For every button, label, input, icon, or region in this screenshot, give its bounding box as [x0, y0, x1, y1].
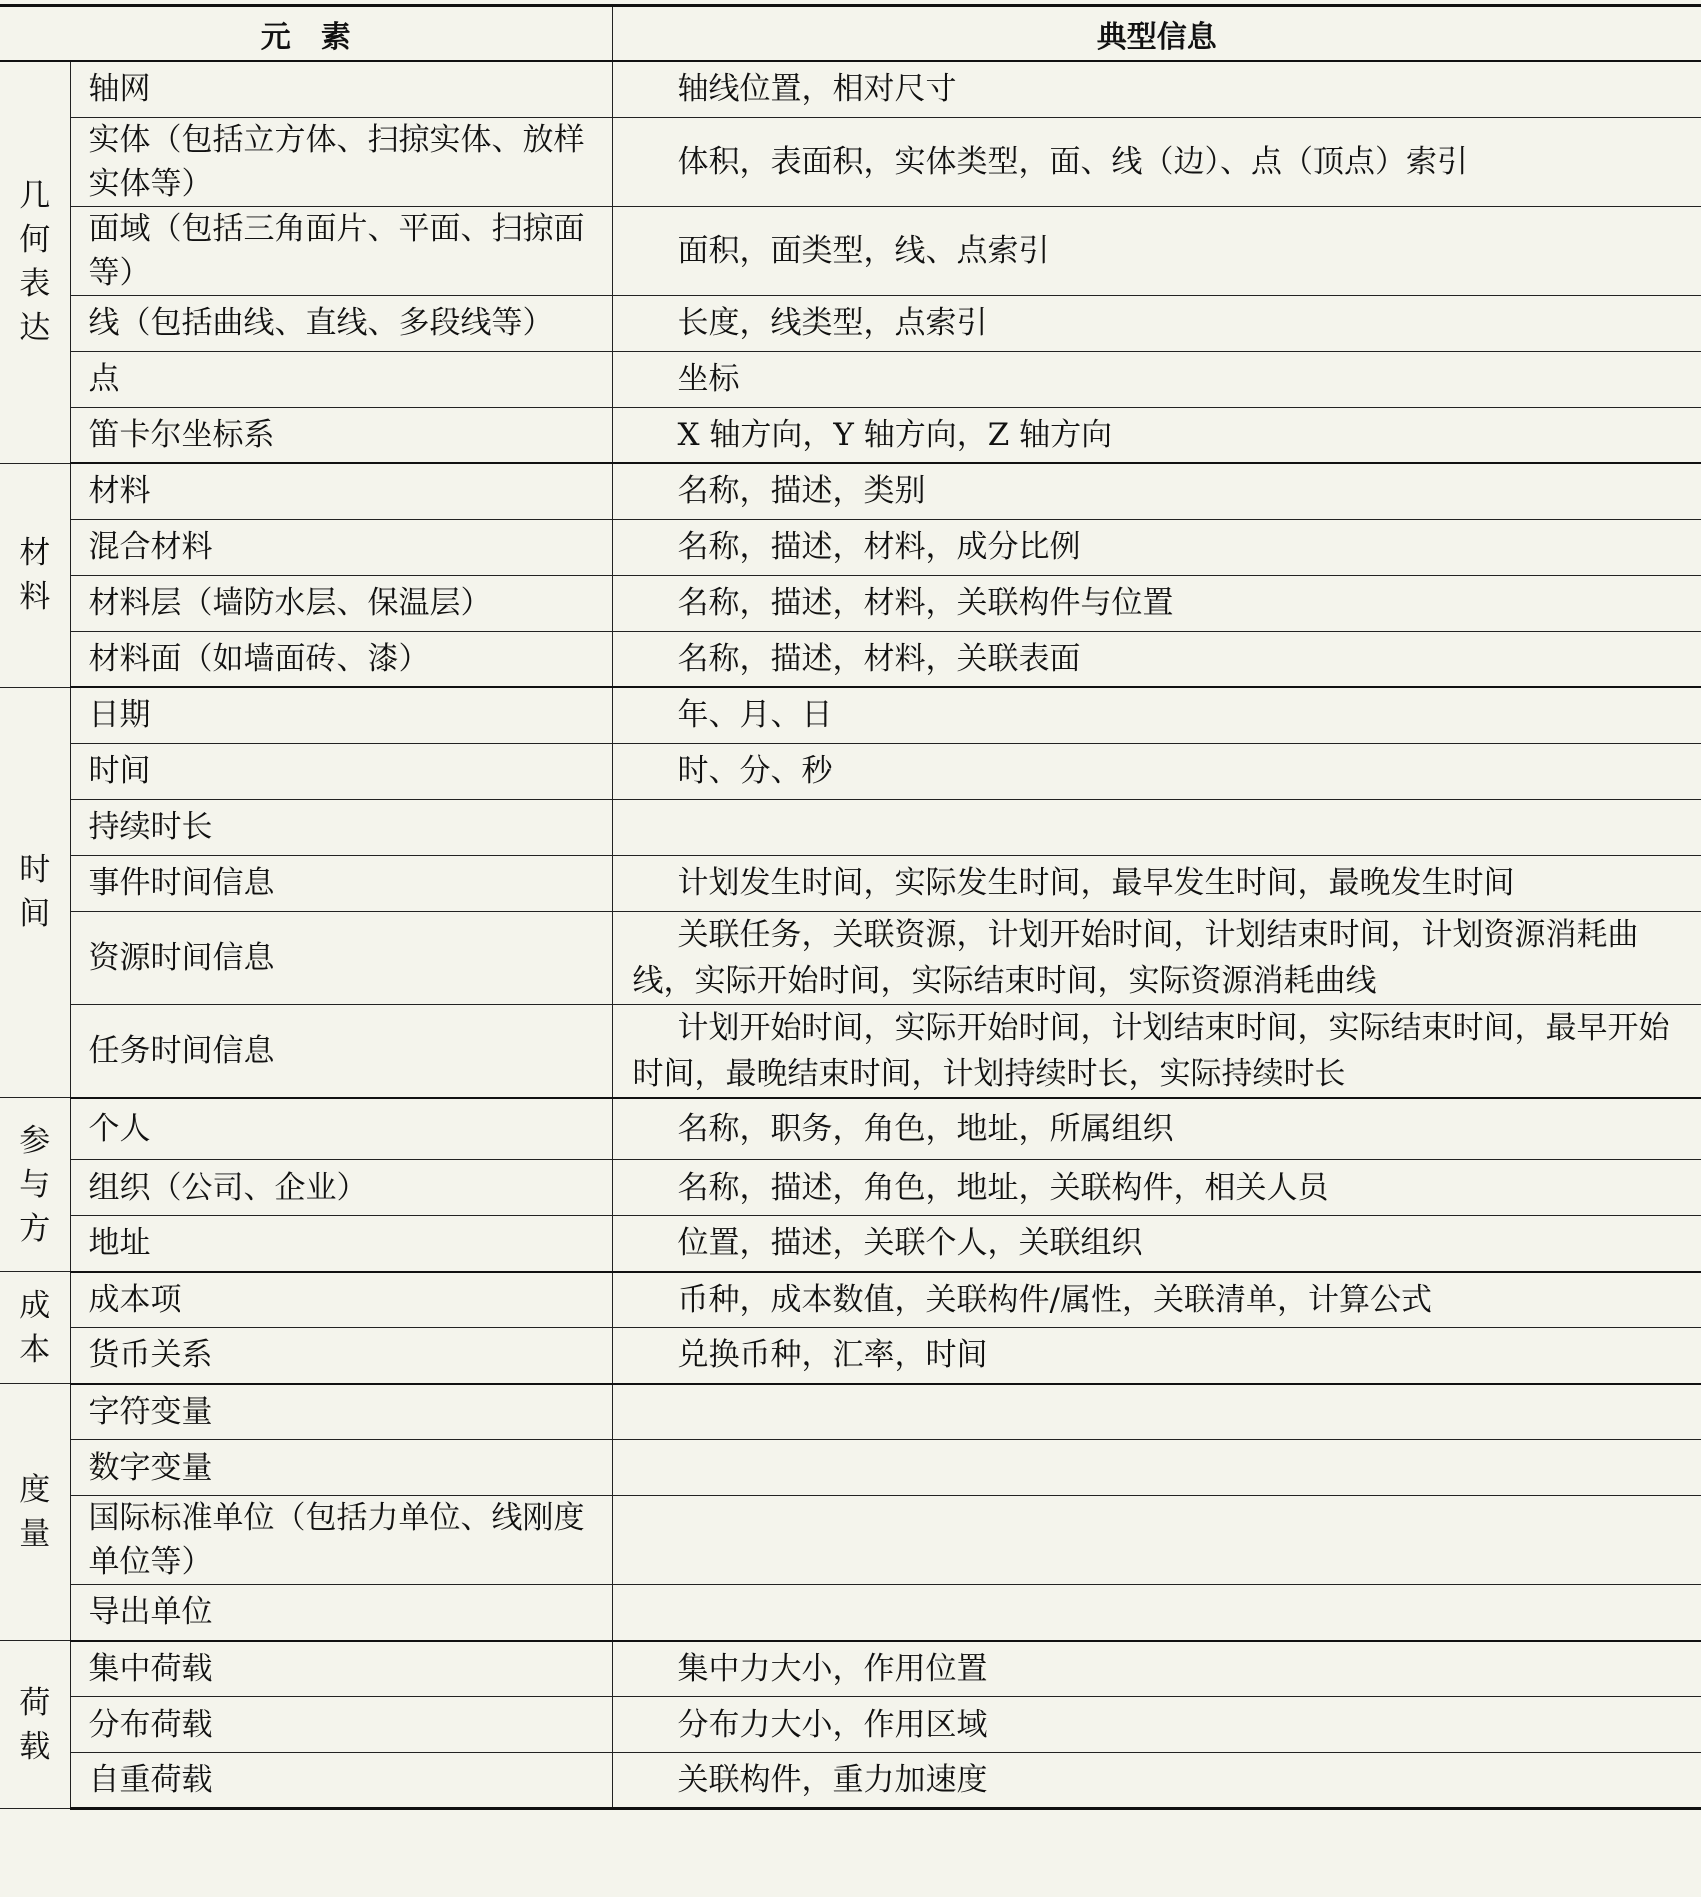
element-cell: 线（包括曲线、直线、多段线等） [70, 295, 612, 351]
table-row [0, 1753, 1701, 1809]
table-row [0, 1697, 1701, 1753]
table-row [0, 1004, 1701, 1098]
table-row [0, 1440, 1701, 1496]
element-info-table [0, 4, 1701, 1810]
element-cell: 国际标准单位（包括力单位、线刚度单位等） [70, 1496, 612, 1585]
element-cell: 材料 [70, 463, 612, 519]
table-row [0, 687, 1701, 743]
info-cell [612, 1384, 1701, 1440]
table-row [0, 351, 1701, 407]
element-cell: 日期 [70, 687, 612, 743]
info-text: 关联任务，关联资源，计划开始时间，计划结束时间，计划资源消耗曲线，实际开始时间，实际结束时间，实际资源消耗曲线 [632, 916, 1639, 999]
info-cell [612, 575, 1701, 631]
element-cell: 集中荷载 [70, 1641, 612, 1697]
header-info: 典型信息 [612, 6, 1701, 62]
element-cell: 导出单位 [70, 1585, 612, 1641]
info-text: 关联构件，重力加速度 [677, 1762, 988, 1798]
element-cell: 事件时间信息 [70, 855, 612, 911]
table-row [0, 1216, 1701, 1272]
element-cell: 材料层（墙防水层、保温层） [70, 575, 612, 631]
category-cell: 几何表达 [0, 61, 70, 463]
table-row [0, 1328, 1701, 1384]
table-row [0, 407, 1701, 463]
info-cell [612, 1272, 1701, 1328]
table-row [0, 1496, 1701, 1585]
info-text: 名称，描述，角色，地址，关联构件，相关人员 [677, 1169, 1329, 1206]
info-text: 体积，表面积，实体类型，面、线（边）、点（顶点）索引 [677, 143, 1468, 180]
element-cell: 个人 [70, 1098, 612, 1160]
element-cell: 分布荷载 [70, 1697, 612, 1753]
info-text: 轴线位置，相对尺寸 [677, 71, 957, 108]
info-cell [612, 519, 1701, 575]
info-text: 时、分、秒 [677, 753, 833, 789]
info-text: 坐标 [677, 361, 740, 397]
element-cell: 组织（公司、企业） [70, 1160, 612, 1216]
info-cell [612, 295, 1701, 351]
info-text: 币种，成本数值，关联构件/属性，关联清单，计算公式 [677, 1281, 1432, 1318]
table-row [0, 631, 1701, 687]
header-element: 元 素 [0, 6, 612, 62]
table-row [0, 1384, 1701, 1440]
element-cell: 货币关系 [70, 1328, 612, 1384]
element-cell: 时间 [70, 743, 612, 799]
element-cell: 成本项 [70, 1272, 612, 1328]
info-cell [612, 1585, 1701, 1641]
info-cell [612, 117, 1701, 206]
element-cell: 字符变量 [70, 1384, 612, 1440]
table-row [0, 1272, 1701, 1328]
info-cell [612, 407, 1701, 463]
info-text: 名称，描述，类别 [677, 473, 926, 510]
element-cell: 点 [70, 351, 612, 407]
info-cell [612, 1328, 1701, 1384]
category-cell: 度量 [0, 1384, 70, 1641]
info-cell [612, 687, 1701, 743]
info-text: 名称，描述，材料，成分比例 [677, 529, 1081, 565]
table-row [0, 1585, 1701, 1641]
info-cell [612, 463, 1701, 519]
table-row [0, 463, 1701, 519]
element-cell: 地址 [70, 1216, 612, 1272]
table-row [0, 1641, 1701, 1697]
table-row [0, 295, 1701, 351]
element-cell: 任务时间信息 [70, 1004, 612, 1098]
info-cell [612, 1440, 1701, 1496]
info-cell [612, 1641, 1701, 1697]
element-cell: 混合材料 [70, 519, 612, 575]
info-cell [612, 1216, 1701, 1272]
category-cell: 荷载 [0, 1641, 70, 1809]
table-row [0, 117, 1701, 206]
table-row [0, 1098, 1701, 1160]
element-cell: 轴网 [70, 61, 612, 117]
info-cell [612, 1496, 1701, 1585]
info-cell [612, 351, 1701, 407]
info-text: 分布力大小，作用区域 [677, 1706, 988, 1743]
table-row [0, 743, 1701, 799]
element-cell: 笛卡尔坐标系 [70, 407, 612, 463]
element-cell: 自重荷载 [70, 1753, 612, 1809]
info-cell [612, 1098, 1701, 1160]
category-cell: 参与方 [0, 1098, 70, 1272]
info-cell [612, 1160, 1701, 1216]
info-cell [612, 631, 1701, 687]
table-row [0, 799, 1701, 855]
table-row [0, 575, 1701, 631]
info-text: 位置，描述，关联个人，关联组织 [677, 1225, 1143, 1262]
info-text: 计划开始时间，实际开始时间，计划结束时间，实际结束时间，最早开始时间，最晚结束时间，计划持续时长，实际持续时长 [632, 1009, 1670, 1092]
category-cell: 成本 [0, 1272, 70, 1384]
table-header-row [0, 6, 1701, 62]
info-cell [612, 1753, 1701, 1809]
info-text: X 轴方向，Y 轴方向，Z 轴方向 [677, 416, 1113, 453]
info-text: 兑换币种，汇率，时间 [677, 1337, 988, 1374]
info-cell [612, 855, 1701, 911]
table-row [0, 911, 1701, 1004]
info-text: 年、月、日 [677, 697, 833, 734]
category-cell: 时间 [0, 687, 70, 1098]
info-cell [612, 743, 1701, 799]
table-row [0, 1160, 1701, 1216]
info-text: 集中力大小，作用位置 [677, 1650, 988, 1687]
info-text: 名称，描述，材料，关联表面 [677, 640, 1081, 677]
element-cell: 材料面（如墙面砖、漆） [70, 631, 612, 687]
info-cell [612, 1697, 1701, 1753]
info-cell [612, 61, 1701, 117]
info-cell [612, 911, 1701, 1004]
info-cell [612, 206, 1701, 295]
table-row [0, 206, 1701, 295]
info-text: 名称，职务，角色，地址，所属组织 [677, 1110, 1174, 1147]
element-cell: 实体（包括立方体、扫掠实体、放样实体等） [70, 117, 612, 206]
info-text: 面积，面类型，线、点索引 [677, 232, 1050, 269]
info-cell [612, 1004, 1701, 1098]
info-text: 长度，线类型，点索引 [677, 305, 988, 341]
info-cell [612, 799, 1701, 855]
table-body [0, 6, 1701, 1809]
category-cell: 材料 [0, 463, 70, 687]
info-text: 计划发生时间，实际发生时间，最早发生时间，最晚发生时间 [677, 865, 1515, 901]
table-row [0, 855, 1701, 911]
element-cell: 面域（包括三角面片、平面、扫掠面等） [70, 206, 612, 295]
element-cell: 资源时间信息 [70, 911, 612, 1004]
element-cell: 数字变量 [70, 1440, 612, 1496]
element-cell: 持续时长 [70, 799, 612, 855]
table-row [0, 61, 1701, 117]
info-text: 名称，描述，材料，关联构件与位置 [677, 585, 1174, 621]
table-row [0, 519, 1701, 575]
